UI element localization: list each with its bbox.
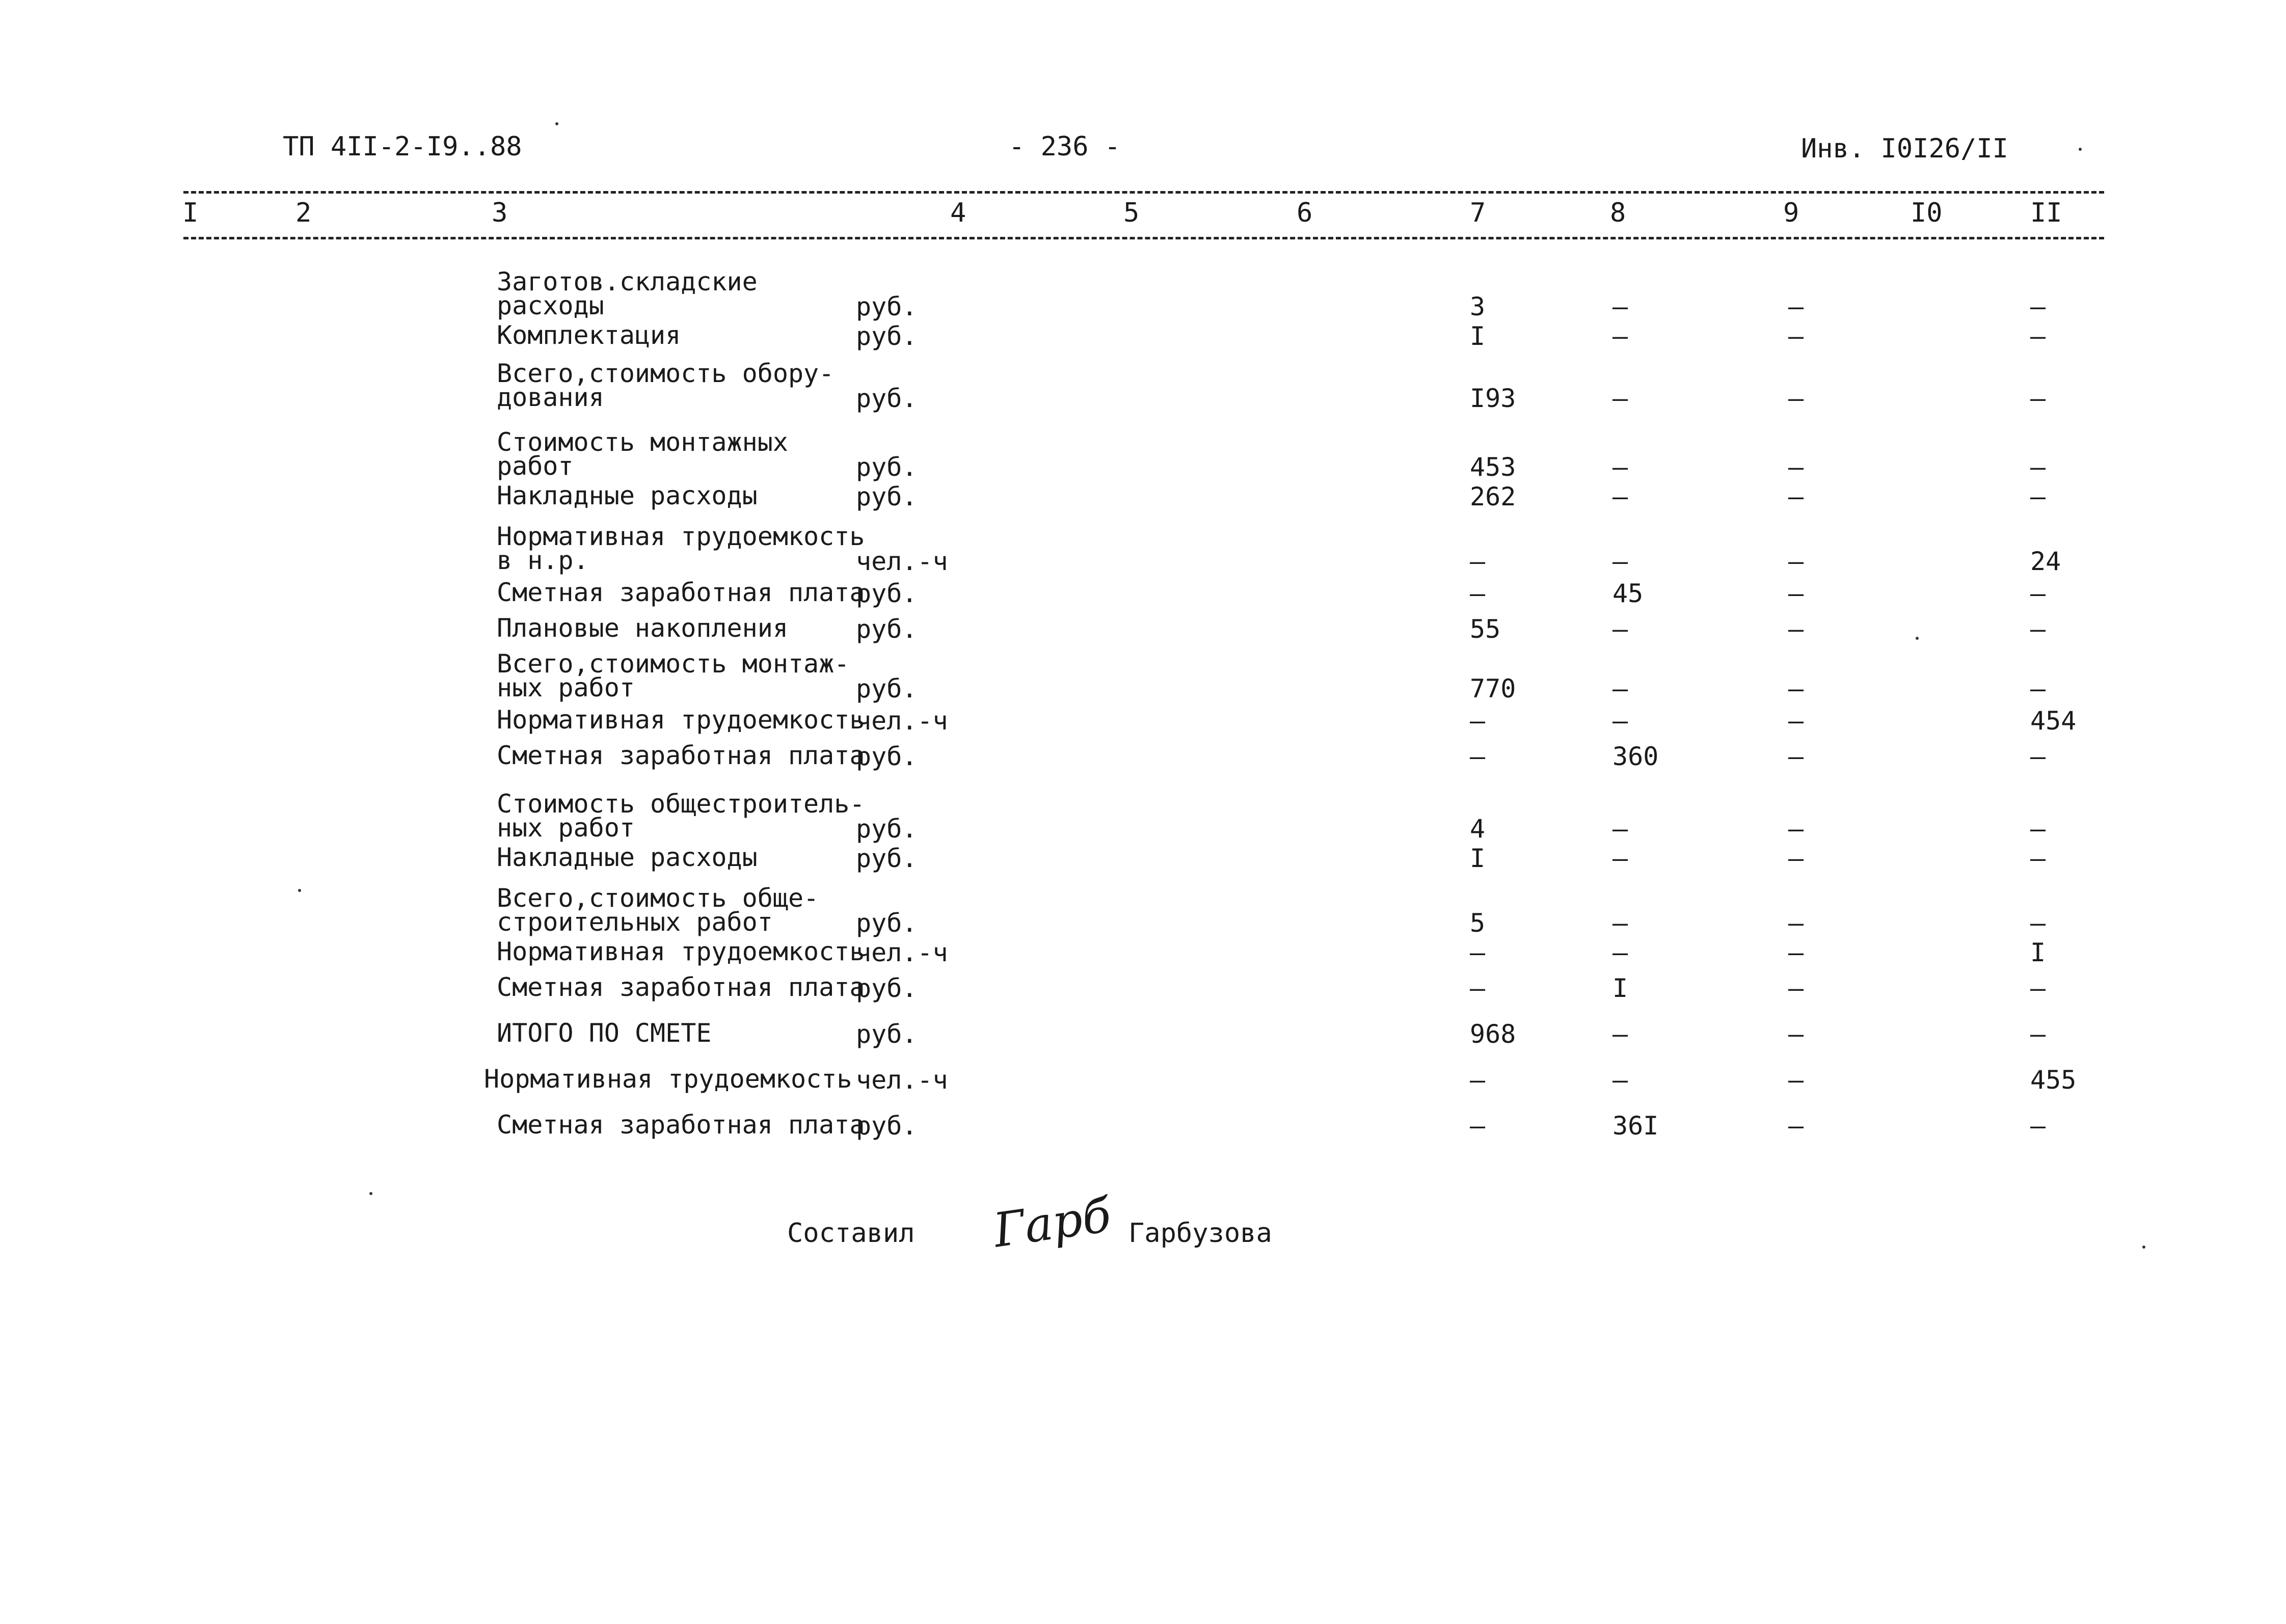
row-label: Стоимость общестроитель- ных работ	[497, 789, 865, 843]
cell-col8: –	[1612, 908, 1628, 938]
cell-col8: –	[1612, 1019, 1628, 1049]
cell-col11: 455	[2030, 1065, 2077, 1095]
column-header-4: 4	[950, 198, 966, 228]
row-unit: руб.	[856, 1019, 918, 1049]
cell-col7: I93	[1470, 384, 1516, 413]
row-unit: руб.	[856, 908, 918, 938]
cell-col7: 770	[1470, 674, 1516, 703]
row-label: ИТОГО ПО СМЕТЕ	[497, 1018, 712, 1048]
cell-col11: 454	[2030, 706, 2077, 736]
row-unit: чел.-ч	[856, 547, 948, 576]
cell-col8: –	[1612, 814, 1628, 844]
row-label: Сметная заработная плата	[497, 578, 865, 607]
column-header-2: 2	[295, 198, 312, 228]
cell-col11: –	[2030, 321, 2046, 351]
row-unit: чел.-ч	[856, 938, 948, 967]
column-header-8: 8	[1610, 198, 1626, 228]
row-unit: руб.	[856, 579, 918, 608]
cell-col9: –	[1788, 321, 1804, 351]
column-header-7: 7	[1470, 198, 1486, 228]
row-label: Нормативная трудоемкость	[484, 1064, 852, 1094]
cell-col9: –	[1788, 674, 1804, 703]
cell-col9: –	[1788, 482, 1804, 511]
row-unit: руб.	[856, 814, 918, 844]
row-label: Всего,стоимость обору- дования	[497, 359, 835, 412]
cell-col7: 453	[1470, 452, 1516, 482]
cell-col9: –	[1788, 742, 1804, 771]
row-unit: руб.	[856, 452, 918, 482]
cell-col7: –	[1470, 547, 1486, 576]
cell-col8: –	[1612, 292, 1628, 321]
cell-col11: –	[2030, 814, 2046, 844]
column-header-6: 6	[1297, 198, 1313, 228]
cell-col7: 968	[1470, 1019, 1516, 1049]
cell-col11: –	[2030, 614, 2046, 644]
compiler-name: Гарбузова	[1128, 1218, 1272, 1249]
row-label: Заготов.складские расходы	[497, 267, 758, 320]
row-label: Нормативная трудоемкость	[497, 705, 865, 735]
cell-col9: –	[1788, 614, 1804, 644]
cell-col8: 36I	[1612, 1111, 1659, 1141]
cell-col7: 5	[1470, 908, 1486, 938]
column-header-9: 9	[1783, 198, 1799, 228]
cell-col9: –	[1788, 547, 1804, 576]
doc-code: ТП 4II-2-I9..88	[283, 131, 522, 162]
cell-col9: –	[1788, 973, 1804, 1003]
cell-col7: I	[1470, 321, 1486, 351]
cell-col7: I	[1470, 844, 1486, 873]
column-header-3: 3	[492, 198, 508, 228]
cell-col9: –	[1788, 814, 1804, 844]
row-unit: руб.	[856, 844, 918, 873]
cell-col7: –	[1470, 579, 1486, 608]
cell-col11: –	[2030, 674, 2046, 703]
column-header-5: 5	[1123, 198, 1140, 228]
scan-speck	[2142, 1246, 2145, 1249]
cell-col7: –	[1470, 706, 1486, 736]
handwritten-signature: Гарб	[990, 1187, 1115, 1258]
column-header-11: II	[2030, 198, 2062, 228]
cell-col9: –	[1788, 579, 1804, 608]
column-header-10: I0	[1911, 198, 1943, 228]
scan-speck	[369, 1192, 372, 1195]
scan-speck	[2079, 148, 2082, 151]
cell-col11: –	[2030, 1111, 2046, 1141]
row-unit: чел.-ч	[856, 1065, 948, 1095]
scan-speck	[298, 889, 301, 892]
row-label: Стоимость монтажных работ	[497, 427, 788, 481]
cell-col7: –	[1470, 742, 1486, 771]
cell-col11: –	[2030, 908, 2046, 938]
cell-col9: –	[1788, 938, 1804, 967]
cell-col8: –	[1612, 321, 1628, 351]
cell-col11: –	[2030, 292, 2046, 321]
row-unit: руб.	[856, 482, 918, 511]
row-label: Сметная заработная плата	[497, 1110, 865, 1140]
cell-col7: 262	[1470, 482, 1516, 511]
row-label: Всего,стоимость монтаж- ных работ	[497, 649, 850, 702]
row-unit: руб.	[856, 292, 918, 321]
cell-col9: –	[1788, 1019, 1804, 1049]
cell-col8: –	[1612, 938, 1628, 967]
cell-col9: –	[1788, 1065, 1804, 1095]
row-unit: руб.	[856, 742, 918, 771]
cell-col9: –	[1788, 706, 1804, 736]
row-unit: руб.	[856, 674, 918, 703]
cell-col8: –	[1612, 482, 1628, 511]
scan-speck	[555, 122, 558, 125]
cell-col11: –	[2030, 579, 2046, 608]
cell-col11: –	[2030, 1019, 2046, 1049]
row-unit: руб.	[856, 614, 918, 644]
scan-speck	[1916, 637, 1919, 640]
cell-col8: –	[1612, 706, 1628, 736]
compiled-by-label: Составил	[787, 1218, 915, 1249]
row-unit: руб.	[856, 321, 918, 351]
row-label: Плановые накопления	[497, 613, 788, 643]
row-label: Накладные расходы	[497, 843, 758, 872]
cell-col7: 3	[1470, 292, 1486, 321]
row-unit: чел.-ч	[856, 706, 948, 736]
cell-col9: –	[1788, 844, 1804, 873]
cell-col7: 55	[1470, 614, 1501, 644]
row-label: Нормативная трудоемкость	[497, 937, 865, 966]
cell-col8: –	[1612, 1065, 1628, 1095]
cell-col8: –	[1612, 844, 1628, 873]
cell-col7: –	[1470, 1065, 1486, 1095]
inventory-number: Инв. I0I26/II	[1801, 133, 2008, 164]
cell-col11: –	[2030, 452, 2046, 482]
row-label: Сметная заработная плата	[497, 972, 865, 1002]
cell-col9: –	[1788, 452, 1804, 482]
row-label: Всего,стоимость обще- строительных работ	[497, 883, 819, 937]
cell-col8: –	[1612, 674, 1628, 703]
table-top-rule	[183, 191, 2104, 194]
cell-col8: –	[1612, 614, 1628, 644]
row-unit: руб.	[856, 384, 918, 413]
cell-col11: –	[2030, 742, 2046, 771]
cell-col11: 24	[2030, 547, 2061, 576]
column-header-1: I	[182, 198, 199, 228]
cell-col11: –	[2030, 482, 2046, 511]
cell-col8: 360	[1612, 742, 1659, 771]
row-label: Комплектация	[497, 320, 681, 350]
page-number: - 236 -	[1009, 131, 1121, 162]
table-header-rule	[183, 237, 2104, 239]
cell-col8: I	[1612, 973, 1628, 1003]
row-label: Накладные расходы	[497, 481, 758, 510]
cell-col9: –	[1788, 384, 1804, 413]
cell-col8: 45	[1612, 579, 1644, 608]
row-unit: руб.	[856, 1111, 918, 1141]
cell-col11: –	[2030, 973, 2046, 1003]
cell-col11: –	[2030, 384, 2046, 413]
row-label: Нормативная трудоемкость в н.р.	[497, 522, 865, 575]
cell-col9: –	[1788, 1111, 1804, 1141]
row-unit: руб.	[856, 973, 918, 1003]
cell-col7: –	[1470, 1111, 1486, 1141]
cell-col9: –	[1788, 908, 1804, 938]
cell-col8: –	[1612, 384, 1628, 413]
cell-col11: I	[2030, 938, 2046, 967]
cell-col9: –	[1788, 292, 1804, 321]
cell-col7: 4	[1470, 814, 1486, 844]
cell-col8: –	[1612, 547, 1628, 576]
cell-col7: –	[1470, 938, 1486, 967]
cell-col7: –	[1470, 973, 1486, 1003]
cell-col11: –	[2030, 844, 2046, 873]
row-label: Сметная заработная плата	[497, 741, 865, 770]
cell-col8: –	[1612, 452, 1628, 482]
